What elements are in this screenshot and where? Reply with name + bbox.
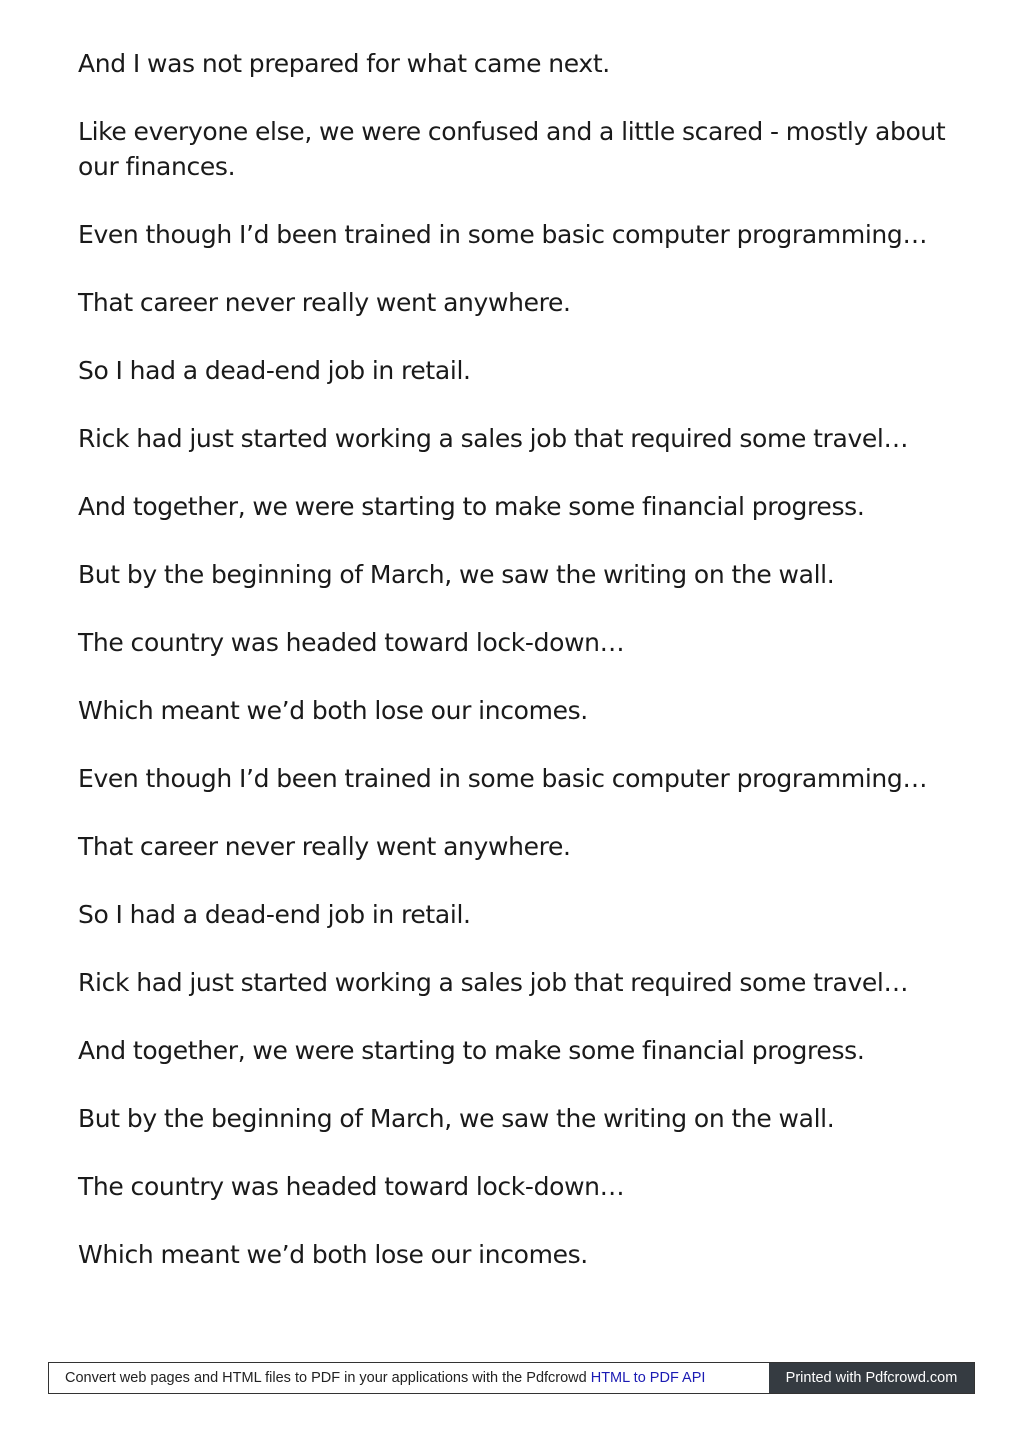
paragraph: Even though I’d been trained in some basic computer programming… [78, 764, 928, 793]
paragraph: But by the beginning of March, we saw the writing on the wall. [78, 560, 835, 589]
paragraph: The country was headed toward lock-down… [78, 628, 625, 657]
paragraph: Rick had just started working a sales job that required some travel… [78, 424, 909, 453]
paragraph: Like everyone else, we were confused and a little scared - mostly about our finances. [78, 117, 946, 181]
paragraph: The country was headed toward lock-down… [78, 1172, 625, 1201]
paragraph: Rick had just started working a sales job that required some travel… [78, 968, 909, 997]
paragraph: So I had a dead-end job in retail. [78, 900, 471, 929]
pdfcrowd-footer [48, 1362, 975, 1394]
paragraph: So I had a dead-end job in retail. [78, 356, 471, 385]
paragraph: And I was not prepared for what came next. [78, 49, 610, 78]
footer-notice [49, 1363, 769, 1393]
paragraph: And together, we were starting to make some financial progress. [78, 492, 865, 521]
paragraph: That career never really went anywhere. [78, 832, 571, 861]
document-body [78, 46, 958, 1305]
paragraph: That career never really went anywhere. [78, 288, 571, 317]
footer-notice-text: Convert web pages and HTML files to PDF in your applications with the Pdfcrowd [65, 1370, 587, 1386]
paragraph: And together, we were starting to make some financial progress. [78, 1036, 865, 1065]
paragraph: But by the beginning of March, we saw the writing on the wall. [78, 1104, 835, 1133]
printed-with-badge[interactable]: Printed with Pdfcrowd.com [769, 1363, 974, 1393]
paragraph: Which meant we’d both lose our incomes. [78, 1240, 588, 1269]
paragraph: Which meant we’d both lose our incomes. [78, 696, 588, 725]
html-to-pdf-api-link[interactable]: HTML to PDF API [590, 1370, 706, 1386]
paragraph: Even though I’d been trained in some basic computer programming… [78, 220, 928, 249]
